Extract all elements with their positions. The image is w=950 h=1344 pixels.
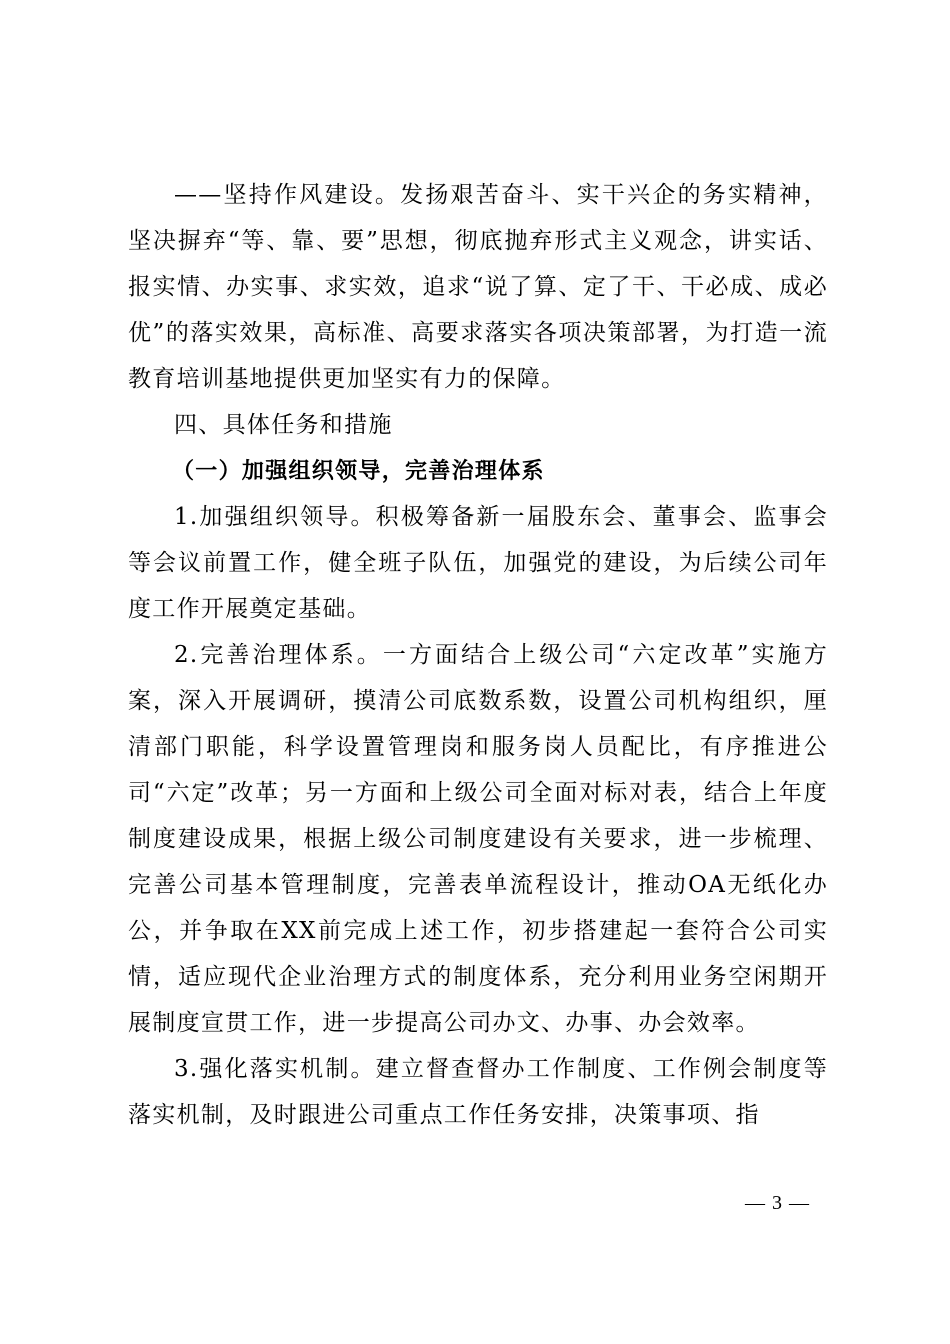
paragraph-item-1: 1.加强组织领导。积极筹备新一届股东会、董事会、监事会等会议前置工作，健全班子队伍，加强党的建设，为后续公司年度工作开展奠定基础。 (128, 504, 828, 622)
subsection-heading-organization: （一）加强组织领导，完善治理体系 (172, 458, 545, 484)
paragraph-item-2: 2.完善治理体系。一方面结合上级公司“六定改革”实施方案，深入开展调研，摸清公司底数系数，设置公司机构组织，厘清部门职能，科学设置管理岗和服务岗人员配比，有序推进公司“六定”改革；另一方面和上级公司全面对标对表，结合上年度制度建设成果，根据上级公司制度建设有关要求，进一步梳理、完善公司基本管理制度，完善表单流程设计，推动OA无纸化办公，并争取在XX前完成上述工作，初步搭建起一套符合公司实情，适应现代企业治理方式的制度体系，充分利用业务空闲期开展制度宣贯工作，进一步提高公司办文、办事、办会效率。 (128, 642, 828, 1036)
document-body (128, 172, 828, 1138)
paragraph-item-3: 3.强化落实机制。建立督查督办工作制度、工作例会制度等落实机制，及时跟进公司重点工作任务安排，决策事项、指 (128, 1056, 828, 1128)
page-number: — 3 — (745, 1192, 810, 1214)
paragraph-work-style: ——坚持作风建设。发扬艰苦奋斗、实干兴企的务实精神，坚决摒弃“等、靠、要”思想，彻底抛弃形式主义观念，讲实话、报实情、办实事、求实效，追求“说了算、定了干、干必成、成必优”的落实效果，高标准、高要求落实各项决策部署，为打造一流教育培训基地提供更加坚实有力的保障。 (128, 182, 828, 392)
section-heading-tasks: 四、具体任务和措施 (174, 412, 393, 438)
